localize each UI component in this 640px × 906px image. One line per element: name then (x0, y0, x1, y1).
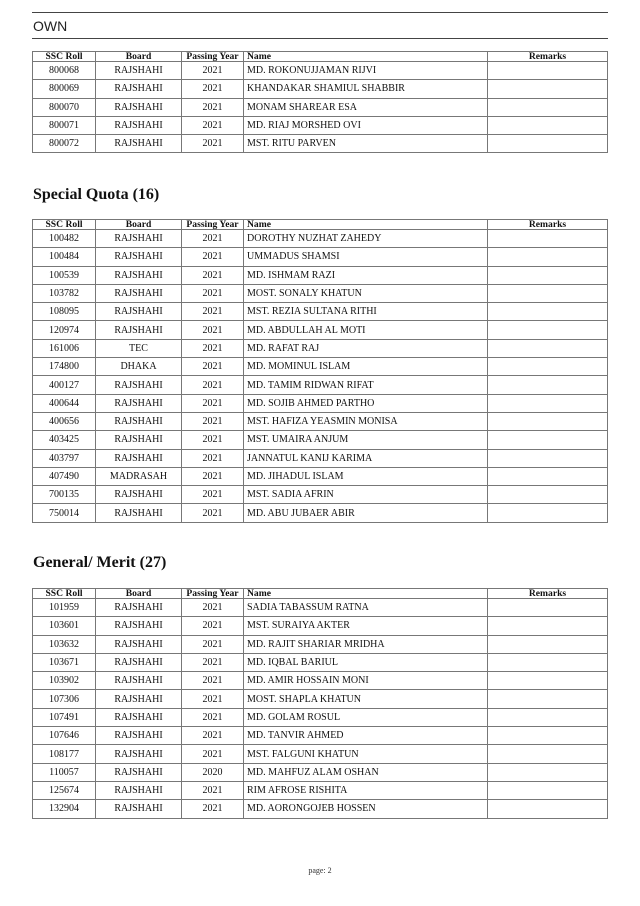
cell-board: RAJSHAHI (96, 763, 182, 781)
cell-name: MST. RITU PARVEN (244, 135, 488, 153)
cell-passing-year: 2021 (182, 635, 244, 653)
cell-remarks (488, 116, 608, 134)
table-row (33, 80, 608, 98)
table-header-row (33, 589, 608, 599)
table-row (33, 672, 608, 690)
table-row (33, 486, 608, 504)
column-header-ssc-roll: SSC Roll (33, 589, 96, 599)
cell-remarks (488, 358, 608, 376)
cell-name: MD. IQBAL BARIUL (244, 653, 488, 671)
cell-name: MST. SURAIYA AKTER (244, 617, 488, 635)
cell-passing-year: 2021 (182, 339, 244, 357)
cell-name: MD. TAMIM RIDWAN RIFAT (244, 376, 488, 394)
cell-name: MD. ABDULLAH AL MOTI (244, 321, 488, 339)
cell-ssc-roll: 120974 (33, 321, 96, 339)
cell-passing-year: 2021 (182, 135, 244, 153)
table-row (33, 653, 608, 671)
cell-remarks (488, 449, 608, 467)
cell-name: MOST. SHAPLA KHATUN (244, 690, 488, 708)
cell-board: RAJSHAHI (96, 98, 182, 116)
cell-remarks (488, 303, 608, 321)
cell-remarks (488, 708, 608, 726)
cell-name: MD. MAHFUZ ALAM OSHAN (244, 763, 488, 781)
cell-name: MST. HAFIZA YEASMIN MONISA (244, 412, 488, 430)
cell-ssc-roll: 107491 (33, 708, 96, 726)
cell-passing-year: 2021 (182, 284, 244, 302)
cell-remarks (488, 486, 608, 504)
title-underline-rule (32, 38, 608, 39)
table-row (33, 339, 608, 357)
cell-passing-year: 2021 (182, 467, 244, 485)
general-merit-table (32, 588, 608, 819)
cell-ssc-roll: 103601 (33, 617, 96, 635)
top-rule (32, 12, 608, 13)
column-header-board: Board (96, 589, 182, 599)
table-row (33, 727, 608, 745)
cell-board: RAJSHAHI (96, 727, 182, 745)
cell-ssc-roll: 101959 (33, 599, 96, 617)
table-row (33, 781, 608, 799)
cell-name: MST. UMAIRA ANJUM (244, 431, 488, 449)
cell-remarks (488, 690, 608, 708)
table-row (33, 708, 608, 726)
cell-board: RAJSHAHI (96, 690, 182, 708)
cell-remarks (488, 230, 608, 248)
cell-remarks (488, 653, 608, 671)
table-header-row (33, 220, 608, 230)
cell-passing-year: 2021 (182, 412, 244, 430)
cell-ssc-roll: 403797 (33, 449, 96, 467)
cell-ssc-roll: 103632 (33, 635, 96, 653)
cell-passing-year: 2021 (182, 376, 244, 394)
cell-board: DHAKA (96, 358, 182, 376)
cell-ssc-roll: 100484 (33, 248, 96, 266)
cell-ssc-roll: 750014 (33, 504, 96, 522)
cell-remarks (488, 617, 608, 635)
cell-name: DOROTHY NUZHAT ZAHEDY (244, 230, 488, 248)
cell-board: RAJSHAHI (96, 635, 182, 653)
cell-passing-year: 2021 (182, 98, 244, 116)
cell-passing-year: 2021 (182, 504, 244, 522)
cell-ssc-roll: 403425 (33, 431, 96, 449)
column-header-remarks: Remarks (488, 589, 608, 599)
cell-name: MD. RIAJ MORSHED OVI (244, 116, 488, 134)
cell-name: MD. ROKONUJJAMAN RIJVI (244, 62, 488, 80)
cell-name: MD. JIHADUL ISLAM (244, 467, 488, 485)
cell-passing-year: 2021 (182, 599, 244, 617)
table-row (33, 599, 608, 617)
cell-name: MD. ABU JUBAER ABIR (244, 504, 488, 522)
cell-ssc-roll: 800068 (33, 62, 96, 80)
cell-passing-year: 2021 (182, 449, 244, 467)
cell-ssc-roll: 108095 (33, 303, 96, 321)
cell-ssc-roll: 700135 (33, 486, 96, 504)
cell-board: RAJSHAHI (96, 486, 182, 504)
table-row (33, 800, 608, 818)
cell-ssc-roll: 103671 (33, 653, 96, 671)
cell-ssc-roll: 161006 (33, 339, 96, 357)
cell-remarks (488, 504, 608, 522)
cell-ssc-roll: 400127 (33, 376, 96, 394)
table-row (33, 467, 608, 485)
cell-board: RAJSHAHI (96, 431, 182, 449)
cell-passing-year: 2021 (182, 653, 244, 671)
cell-ssc-roll: 103782 (33, 284, 96, 302)
cell-board: RAJSHAHI (96, 116, 182, 134)
cell-board: RAJSHAHI (96, 504, 182, 522)
cell-ssc-roll: 107306 (33, 690, 96, 708)
cell-ssc-roll: 800072 (33, 135, 96, 153)
table-row (33, 266, 608, 284)
table-row (33, 617, 608, 635)
cell-passing-year: 2021 (182, 358, 244, 376)
cell-name: MD. GOLAM ROSUL (244, 708, 488, 726)
cell-passing-year: 2021 (182, 394, 244, 412)
cell-ssc-roll: 100539 (33, 266, 96, 284)
column-header-ssc-roll: SSC Roll (33, 220, 96, 230)
cell-name: MD. AMIR HOSSAIN MONI (244, 672, 488, 690)
column-header-passing-year: Passing Year (182, 52, 244, 62)
cell-board: RAJSHAHI (96, 672, 182, 690)
cell-board: MADRASAH (96, 467, 182, 485)
cell-board: TEC (96, 339, 182, 357)
cell-passing-year: 2020 (182, 763, 244, 781)
cell-name: MD. SOJIB AHMED PARTHO (244, 394, 488, 412)
cell-passing-year: 2021 (182, 690, 244, 708)
table-row (33, 431, 608, 449)
cell-ssc-roll: 103902 (33, 672, 96, 690)
cell-name: RIM AFROSE RISHITA (244, 781, 488, 799)
cell-passing-year: 2021 (182, 230, 244, 248)
table-row (33, 376, 608, 394)
cell-passing-year: 2021 (182, 708, 244, 726)
cell-board: RAJSHAHI (96, 745, 182, 763)
cell-remarks (488, 727, 608, 745)
table-row (33, 98, 608, 116)
cell-passing-year: 2021 (182, 486, 244, 504)
table-row (33, 690, 608, 708)
cell-board: RAJSHAHI (96, 321, 182, 339)
cell-remarks (488, 135, 608, 153)
cell-name: MONAM SHAREAR ESA (244, 98, 488, 116)
cell-remarks (488, 763, 608, 781)
cell-passing-year: 2021 (182, 727, 244, 745)
cell-passing-year: 2021 (182, 248, 244, 266)
column-header-name: Name (244, 589, 488, 599)
cell-remarks (488, 672, 608, 690)
cell-name: MST. SADIA AFRIN (244, 486, 488, 504)
own-section-title: OWN (33, 18, 68, 34)
table-header-row (33, 52, 608, 62)
cell-ssc-roll: 400644 (33, 394, 96, 412)
cell-passing-year: 2021 (182, 745, 244, 763)
cell-board: RAJSHAHI (96, 284, 182, 302)
general-merit-title: General/ Merit (27) (33, 554, 167, 571)
cell-ssc-roll: 100482 (33, 230, 96, 248)
special-quota-table (32, 219, 608, 523)
cell-name: UMMADUS SHAMSI (244, 248, 488, 266)
cell-passing-year: 2021 (182, 62, 244, 80)
table-row (33, 135, 608, 153)
cell-name: MD. RAFAT RAJ (244, 339, 488, 357)
cell-remarks (488, 98, 608, 116)
table-row (33, 763, 608, 781)
cell-remarks (488, 339, 608, 357)
cell-board: RAJSHAHI (96, 800, 182, 818)
cell-name: SADIA TABASSUM RATNA (244, 599, 488, 617)
cell-remarks (488, 321, 608, 339)
cell-remarks (488, 284, 608, 302)
column-header-remarks: Remarks (488, 52, 608, 62)
cell-ssc-roll: 132904 (33, 800, 96, 818)
cell-board: RAJSHAHI (96, 449, 182, 467)
cell-passing-year: 2021 (182, 321, 244, 339)
cell-board: RAJSHAHI (96, 266, 182, 284)
cell-remarks (488, 467, 608, 485)
page-number: page: 2 (308, 866, 332, 875)
cell-name: MST. REZIA SULTANA RITHI (244, 303, 488, 321)
table-row (33, 394, 608, 412)
cell-name: MD. MOMINUL ISLAM (244, 358, 488, 376)
cell-ssc-roll: 110057 (33, 763, 96, 781)
cell-remarks (488, 599, 608, 617)
cell-remarks (488, 781, 608, 799)
cell-board: RAJSHAHI (96, 394, 182, 412)
cell-name: MD. RAJIT SHARIAR MRIDHA (244, 635, 488, 653)
cell-remarks (488, 431, 608, 449)
cell-remarks (488, 800, 608, 818)
cell-board: RAJSHAHI (96, 617, 182, 635)
table-row (33, 62, 608, 80)
column-header-passing-year: Passing Year (182, 220, 244, 230)
table-row (33, 412, 608, 430)
column-header-ssc-roll: SSC Roll (33, 52, 96, 62)
column-header-name: Name (244, 220, 488, 230)
cell-remarks (488, 376, 608, 394)
cell-name: MD. ISHMAM RAZI (244, 266, 488, 284)
table-row (33, 284, 608, 302)
cell-remarks (488, 412, 608, 430)
table-row (33, 504, 608, 522)
special-quota-title: Special Quota (16) (33, 186, 160, 203)
column-header-name: Name (244, 52, 488, 62)
table-row (33, 321, 608, 339)
table-row (33, 635, 608, 653)
cell-name: KHANDAKAR SHAMIUL SHABBIR (244, 80, 488, 98)
cell-board: RAJSHAHI (96, 62, 182, 80)
cell-ssc-roll: 107646 (33, 727, 96, 745)
column-header-board: Board (96, 220, 182, 230)
table-row (33, 745, 608, 763)
cell-ssc-roll: 174800 (33, 358, 96, 376)
column-header-passing-year: Passing Year (182, 589, 244, 599)
table-row (33, 116, 608, 134)
column-header-board: Board (96, 52, 182, 62)
cell-passing-year: 2021 (182, 80, 244, 98)
cell-remarks (488, 266, 608, 284)
table-row (33, 449, 608, 467)
cell-board: RAJSHAHI (96, 653, 182, 671)
table-row (33, 303, 608, 321)
cell-passing-year: 2021 (182, 800, 244, 818)
cell-name: MST. FALGUNI KHATUN (244, 745, 488, 763)
cell-ssc-roll: 800071 (33, 116, 96, 134)
table-row (33, 358, 608, 376)
cell-board: RAJSHAHI (96, 230, 182, 248)
cell-board: RAJSHAHI (96, 303, 182, 321)
cell-remarks (488, 635, 608, 653)
cell-ssc-roll: 407490 (33, 467, 96, 485)
cell-remarks (488, 248, 608, 266)
cell-board: RAJSHAHI (96, 135, 182, 153)
cell-name: MOST. SONALY KHATUN (244, 284, 488, 302)
cell-board: RAJSHAHI (96, 376, 182, 394)
cell-ssc-roll: 108177 (33, 745, 96, 763)
cell-board: RAJSHAHI (96, 248, 182, 266)
cell-name: MD. AORONGOJEB HOSSEN (244, 800, 488, 818)
cell-board: RAJSHAHI (96, 80, 182, 98)
cell-name: MD. TANVIR AHMED (244, 727, 488, 745)
cell-ssc-roll: 800070 (33, 98, 96, 116)
cell-board: RAJSHAHI (96, 599, 182, 617)
cell-passing-year: 2021 (182, 116, 244, 134)
cell-name: JANNATUL KANIJ KARIMA (244, 449, 488, 467)
column-header-remarks: Remarks (488, 220, 608, 230)
cell-ssc-roll: 125674 (33, 781, 96, 799)
cell-remarks (488, 745, 608, 763)
own-table (32, 51, 608, 153)
cell-remarks (488, 80, 608, 98)
cell-passing-year: 2021 (182, 672, 244, 690)
cell-passing-year: 2021 (182, 781, 244, 799)
cell-passing-year: 2021 (182, 303, 244, 321)
cell-board: RAJSHAHI (96, 412, 182, 430)
cell-ssc-roll: 800069 (33, 80, 96, 98)
cell-ssc-roll: 400656 (33, 412, 96, 430)
cell-passing-year: 2021 (182, 431, 244, 449)
cell-passing-year: 2021 (182, 266, 244, 284)
cell-board: RAJSHAHI (96, 708, 182, 726)
table-row (33, 230, 608, 248)
cell-passing-year: 2021 (182, 617, 244, 635)
table-row (33, 248, 608, 266)
cell-board: RAJSHAHI (96, 781, 182, 799)
cell-remarks (488, 62, 608, 80)
cell-remarks (488, 394, 608, 412)
